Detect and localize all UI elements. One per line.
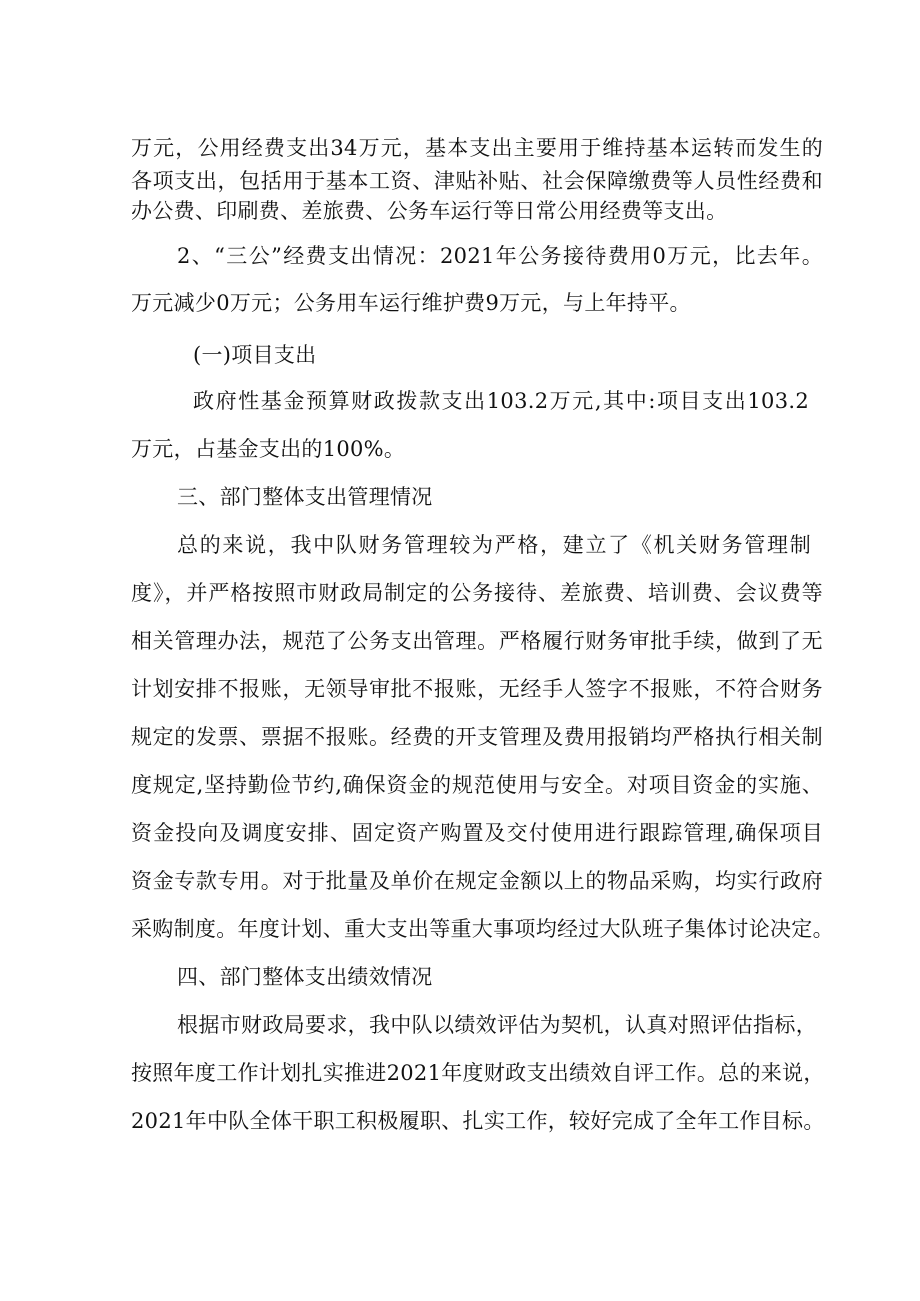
paragraph-line: 度》，并严格按照市财政局制定的公务接待、差旅费、培训费、会议费等 [131,581,823,605]
paragraph-line: 2021年中队全体干职工积极履职、扎实工作，较好完成了全年工作目标。 [131,1109,825,1133]
paragraph-line: 万元减少0万元；公务用车运行维护费9万元，与上年持平。 [131,291,691,315]
paragraph-line: 资金专款专用。对于批量及单价在规定金额以上的物品采购，均实行政府 [131,869,823,893]
paragraph-line: 根据市财政局要求，我中队以绩效评估为契机，认真对照评估指标， [177,1013,817,1037]
subsection-heading: (一)项目支出 [193,343,317,367]
paragraph-line: 相关管理办法，规范了公务支出管理。严格履行财务审批手续，做到了无 [131,629,823,653]
section-heading: 四、部门整体支出绩效情况 [177,965,433,989]
paragraph-line: 资金投向及调度安排、固定资产购置及交付使用进行跟踪管理,确保项目 [131,821,823,845]
paragraph-line: 按照年度工作计划扎实推进2021年度财政支出绩效自评工作。总的来说， [131,1061,825,1085]
paragraph-line: 政府性基金预算财政拨款支出103.2万元,其中:项目支出103.2 [193,389,809,413]
paragraph-line: 办公费、印刷费、差旅费、公务车运行等日常公用经费等支出。 [131,199,728,223]
paragraph-line: 各项支出，包括用于基本工资、津贴补贴、社会保障缴费等人员性经费和 [131,169,823,193]
paragraph-line: 2、“三公”经费支出情况：2021年公务接待费用0万元，比去年。 [177,244,823,268]
paragraph-line: 计划安排不报账，无领导审批不报账，无经手人签字不报账，不符合财务 [131,677,823,701]
paragraph-line: 总的来说，我中队财务管理较为严格，建立了《机关财务管理制 [177,533,811,557]
paragraph-line: 度规定,坚持勤俭节约,确保资金的规范使用与安全。对项目资金的实施、 [131,773,823,797]
paragraph-line: 规定的发票、票据不报账。经费的开支管理及费用报销均严格执行相关制 [131,725,823,749]
paragraph-line: 万元，占基金支出的100%。 [131,437,406,461]
paragraph-line: 采购制度。年度计划、重大支出等重大事项均经过大队班子集体讨论决定。 [131,917,834,941]
section-heading: 三、部门整体支出管理情况 [177,485,433,509]
paragraph-line: 万元，公用经费支出34万元，基本支出主要用于维持基本运转而发生的 [131,136,823,160]
